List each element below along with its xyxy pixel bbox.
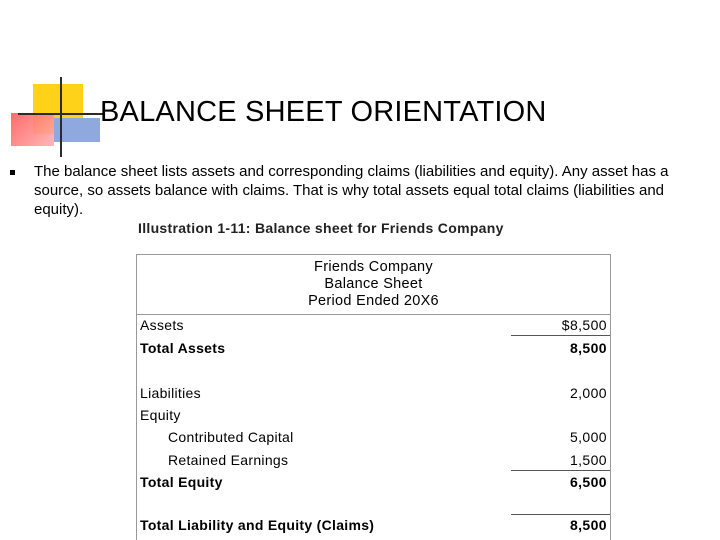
- row-label: Retained Earnings: [168, 452, 289, 468]
- row-label: Liabilities: [140, 385, 201, 401]
- bullet-text: The balance sheet lists assets and corresponding claims (liabilities and equity). Any asset has a source, so assets balance with claims. That is why total assets equal total claims (liabilities and equity).: [34, 163, 669, 218]
- row-value: 6,500: [569, 474, 607, 490]
- row-label: Total Liability and Equity (Claims): [140, 517, 375, 533]
- period-label: Period Ended 20X6: [308, 293, 439, 309]
- balance-sheet-header: [137, 259, 610, 310]
- table-row: [137, 452, 610, 470]
- illustration-caption: Illustration 1-11: Balance sheet for Friends Company: [138, 220, 504, 236]
- balance-sheet-table: [136, 254, 611, 540]
- total-rule: [511, 514, 610, 515]
- slide-logo: [0, 0, 100, 170]
- row-value: 1,500: [569, 452, 607, 468]
- subtotal-rule: [511, 470, 610, 471]
- slide-title: BALANCE SHEET ORIENTATION: [100, 96, 547, 128]
- table-row: [137, 407, 610, 425]
- row-value: $8,500: [561, 317, 607, 333]
- row-label: Assets: [140, 317, 184, 333]
- bullet-icon: [10, 170, 15, 175]
- table-row: [137, 429, 610, 447]
- logo-horizontal-line: [18, 113, 104, 115]
- table-row: [137, 517, 610, 535]
- statement-name: Balance Sheet: [324, 276, 423, 292]
- row-label: Total Equity: [140, 474, 223, 490]
- logo-red-square: [11, 113, 54, 146]
- table-row: [137, 474, 610, 492]
- table-row: [137, 385, 610, 403]
- row-value: 2,000: [569, 385, 607, 401]
- row-label: Total Assets: [140, 340, 226, 356]
- row-value: 5,000: [569, 429, 607, 445]
- row-label: Contributed Capital: [168, 429, 294, 445]
- table-row: [137, 340, 610, 358]
- row-value: 8,500: [569, 340, 607, 356]
- company-name: Friends Company: [314, 259, 433, 275]
- row-label: Equity: [140, 407, 181, 423]
- logo-vertical-line: [60, 77, 62, 157]
- row-value: 8,500: [569, 517, 607, 533]
- header-divider: [137, 314, 610, 315]
- subtotal-rule: [511, 335, 610, 336]
- table-row: [137, 317, 610, 335]
